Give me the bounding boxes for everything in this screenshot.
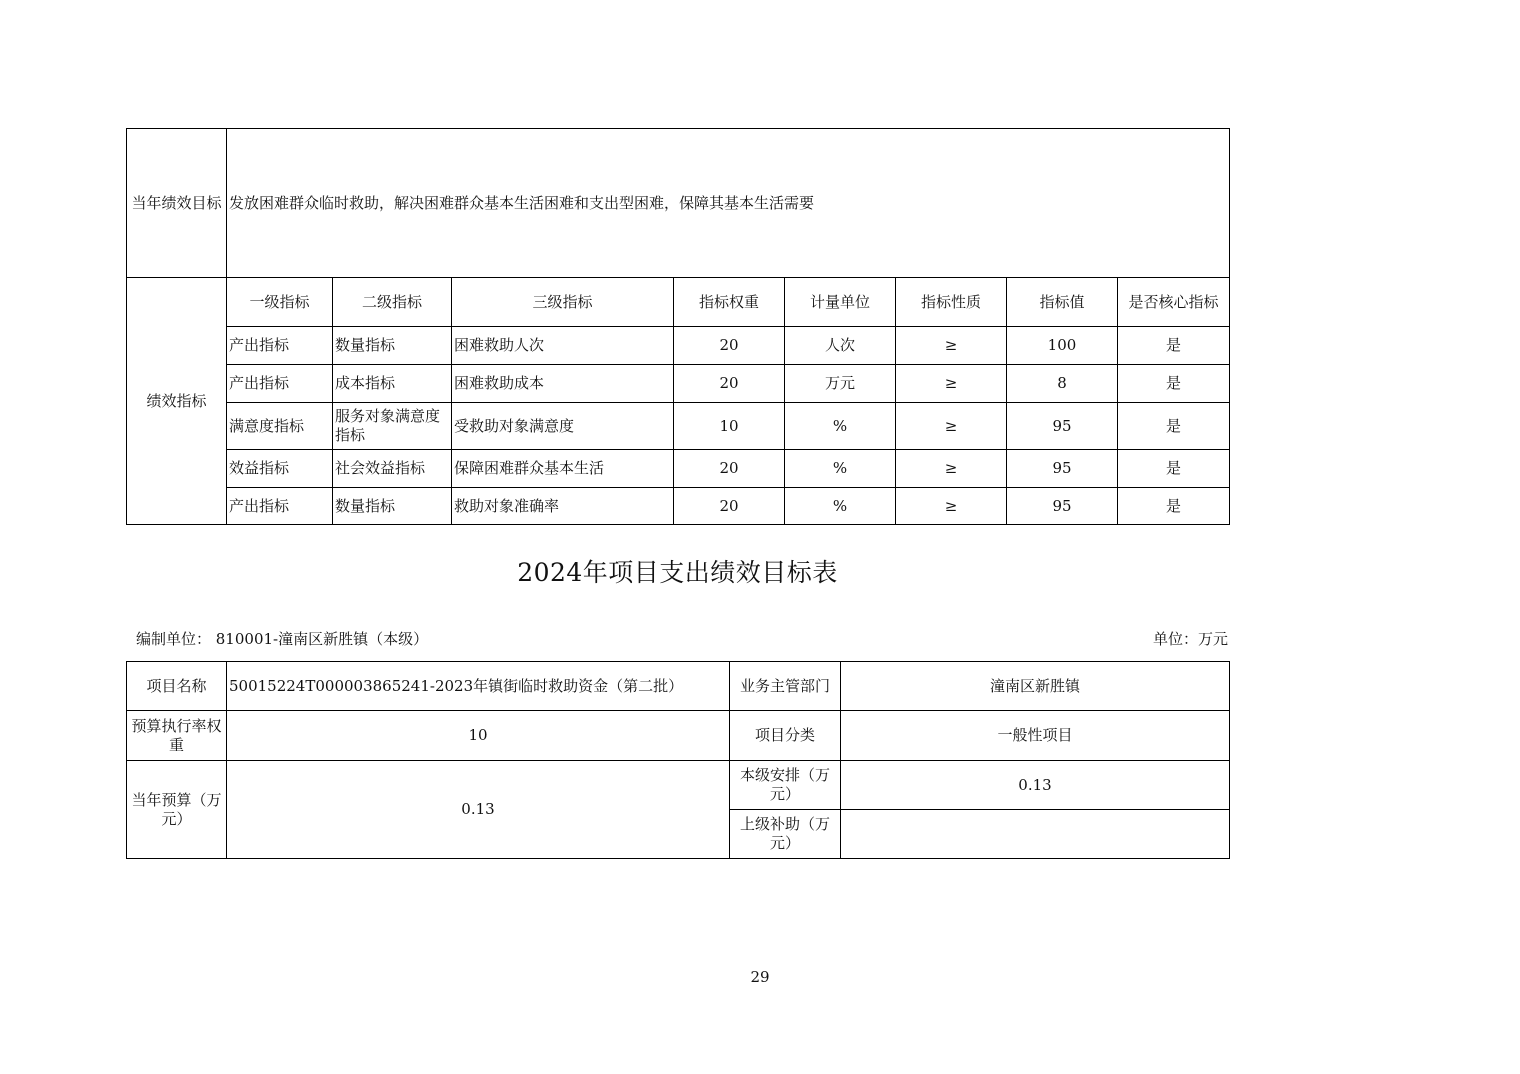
unit-cell: 万元 [785,365,896,403]
level2-cell: 成本指标 [333,365,452,403]
money-unit: 单位：万元 [1152,630,1228,648]
budget-value: 0.13 [227,761,730,859]
level1-cell: 满意度指标 [227,403,333,450]
level1-cell: 效益指标 [227,450,333,488]
unit-cell: % [785,488,896,525]
unit-cell: 人次 [785,327,896,365]
header-cell: 一级指标 [227,278,333,327]
goal-row [127,129,1230,278]
value-cell: 95 [1007,488,1118,525]
value-cell: 95 [1007,450,1118,488]
project-name-row [127,662,1230,711]
nature-cell: ≥ [896,488,1007,525]
level1-cell: 产出指标 [227,365,333,403]
goal-text: 发放困难群众临时救助，解决困难群众基本生活困难和支出型困难，保障其基本生活需要 [227,129,1230,278]
core-cell: 是 [1118,488,1230,525]
upper-label: 上级补助（万元） [730,810,841,859]
project-name-value: 50015224T000003865241-2023年镇街临时救助资金（第二批） [227,662,730,711]
header-cell: 是否核心指标 [1118,278,1230,327]
unit-cell: % [785,403,896,450]
project-name-label: 项目名称 [127,662,227,711]
level2-cell: 服务对象满意度指标 [333,403,452,450]
core-cell: 是 [1118,327,1230,365]
table-row [127,403,1230,450]
level2-cell: 数量指标 [333,327,452,365]
level2-cell: 数量指标 [333,488,452,525]
nature-cell: ≥ [896,327,1007,365]
upper-value [841,810,1230,859]
indicator-label: 绩效指标 [127,278,227,525]
header-cell: 指标权重 [674,278,785,327]
value-cell: 95 [1007,403,1118,450]
project-table [126,661,1230,859]
exec-rate-row [127,711,1230,761]
weight-cell: 20 [674,450,785,488]
value-cell: 100 [1007,327,1118,365]
compiling-unit: 编制单位： 810001-潼南区新胜镇（本级） [136,630,429,648]
table-row [127,327,1230,365]
page-number: 29 [750,968,770,986]
level2-cell: 社会效益指标 [333,450,452,488]
core-cell: 是 [1118,450,1230,488]
header-row [127,278,1230,327]
dept-label: 业务主管部门 [730,662,841,711]
nature-cell: ≥ [896,365,1007,403]
header-cell: 指标值 [1007,278,1118,327]
level1-cell: 产出指标 [227,488,333,525]
level3-cell: 困难救助成本 [452,365,674,403]
category-value: 一般性项目 [841,711,1230,761]
indicator-table [126,128,1230,525]
level3-cell: 救助对象准确率 [452,488,674,525]
level3-cell: 保障困难群众基本生活 [452,450,674,488]
category-label: 项目分类 [730,711,841,761]
weight-cell: 20 [674,488,785,525]
page-title: 2024年项目支出绩效目标表 [517,558,838,587]
local-value: 0.13 [841,761,1230,810]
exec-rate-value: 10 [227,711,730,761]
header-cell: 计量单位 [785,278,896,327]
goal-label: 当年绩效目标 [127,129,227,278]
level3-cell: 困难救助人次 [452,327,674,365]
nature-cell: ≥ [896,403,1007,450]
header-cell: 二级指标 [333,278,452,327]
table-row [127,488,1230,525]
dept-value: 潼南区新胜镇 [841,662,1230,711]
unit-cell: % [785,450,896,488]
header-cell: 三级指标 [452,278,674,327]
value-cell: 8 [1007,365,1118,403]
budget-label: 当年预算（万元） [127,761,227,859]
table-row [127,450,1230,488]
nature-cell: ≥ [896,450,1007,488]
exec-rate-label: 预算执行率权重 [127,711,227,761]
weight-cell: 20 [674,365,785,403]
core-cell: 是 [1118,365,1230,403]
header-cell: 指标性质 [896,278,1007,327]
local-label: 本级安排（万元） [730,761,841,810]
weight-cell: 10 [674,403,785,450]
core-cell: 是 [1118,403,1230,450]
level1-cell: 产出指标 [227,327,333,365]
level3-cell: 受救助对象满意度 [452,403,674,450]
budget-row [127,761,1230,810]
weight-cell: 20 [674,327,785,365]
table-row [127,365,1230,403]
